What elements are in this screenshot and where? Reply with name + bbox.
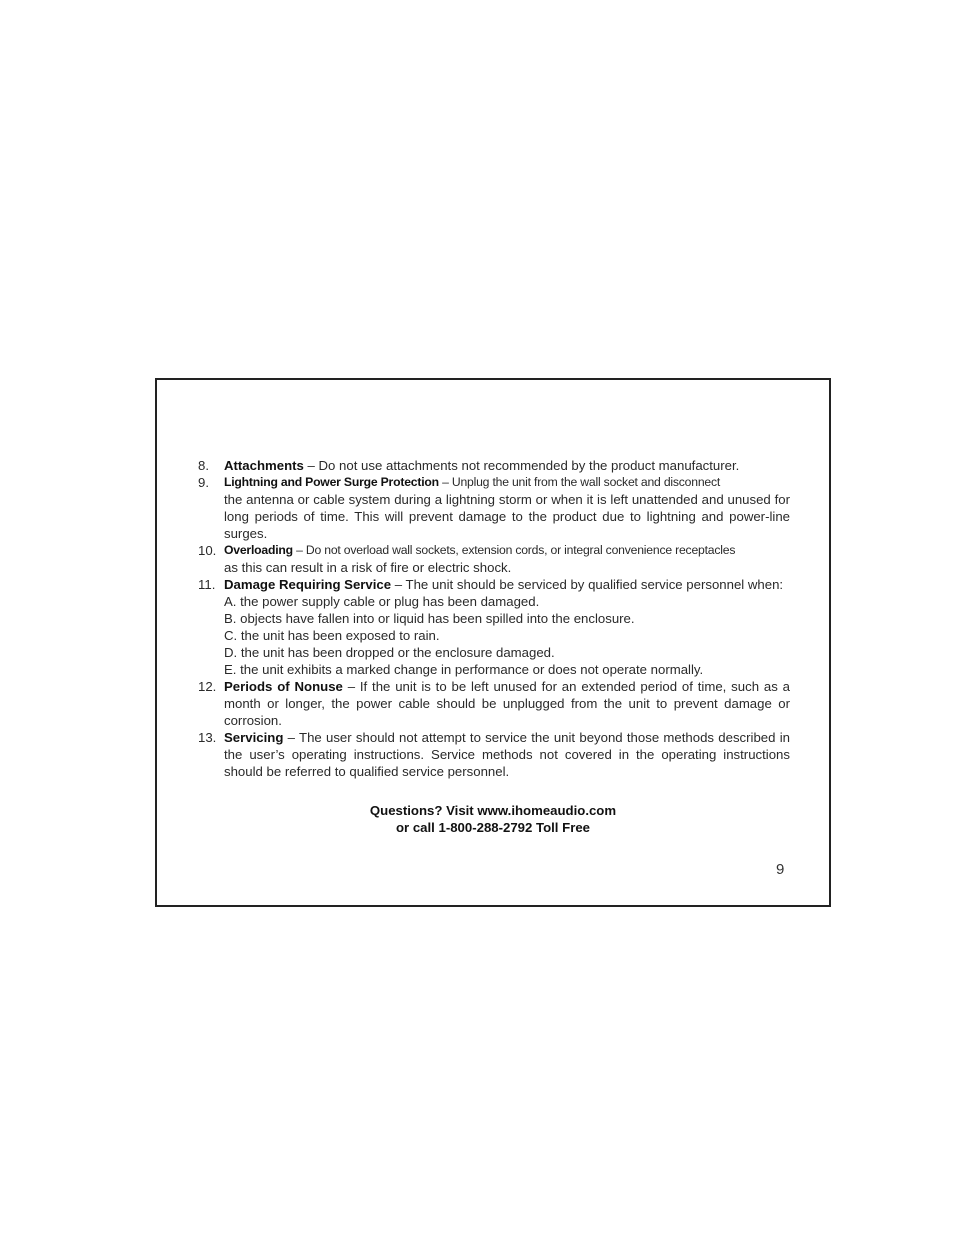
item-title: Lightning and Power Surge Protection [224,475,439,489]
item-title: Servicing [224,730,284,745]
item-title: Attachments [224,458,304,473]
item-text: the antenna or cable system during a lightning storm or when it is left unattended and unused for long periods of time. This will prevent damage to the product due to lightning and power-line surges. [224,492,790,541]
item-number: 13. [198,730,217,745]
item-number: 12. [198,679,217,694]
sub-item: A. the power supply cable or plug has been damaged. [224,594,540,609]
page-number: 9 [776,861,785,878]
list-item [198,542,790,576]
item-lead-text: – Unplug the unit from the wall socket and disconnect [438,475,721,489]
item-text: – The unit should be serviced by qualified service personnel when: [391,577,784,592]
contact-phone-line: or call 1-800-288-2792 Toll Free [395,820,590,835]
list-item [198,576,790,678]
item-title: Overloading [224,543,293,557]
list-item [198,457,790,474]
sub-item: E. the unit exhibits a marked change in performance or does not operate normally. [224,662,704,677]
list-item [198,678,790,729]
item-text: – Do not use attachments not recommended by the product manufacturer. [303,458,740,473]
item-number: 9. [198,475,209,490]
item-number: 8. [198,458,209,473]
item-title: Damage Requiring Service [224,577,392,592]
sub-item: B. objects have fallen into or liquid has been spilled into the enclosure. [224,611,635,626]
sub-item: C. the unit has been exposed to rain. [224,628,440,643]
item-text: – If the unit is to be left unused for an extended period of time, such as a month or longer, the power cable should be unplugged from the unit to prevent damage or corrosion. [224,679,790,728]
list-item [198,729,790,780]
item-number: 10. [198,543,217,558]
safety-instructions-list [198,457,790,780]
contact-info [155,802,831,836]
item-number: 11. [198,577,216,592]
item-lead-text: – Do not overload wall sockets, extension cords, or integral convenience receptacles [292,543,736,557]
contact-website-line: Questions? Visit www.ihomeaudio.com [369,803,617,818]
sub-item: D. the unit has been dropped or the enclosure damaged. [224,645,555,660]
item-text: as this can result in a risk of fire or electric shock. [224,560,512,575]
list-item [198,474,790,542]
item-text: – The user should not attempt to service the unit beyond those methods described in the user’s operating instructions. Service methods not covered in the operating instructions should be referred to qualified service personnel. [224,730,790,779]
item-title: Periods of Nonuse [224,679,343,694]
